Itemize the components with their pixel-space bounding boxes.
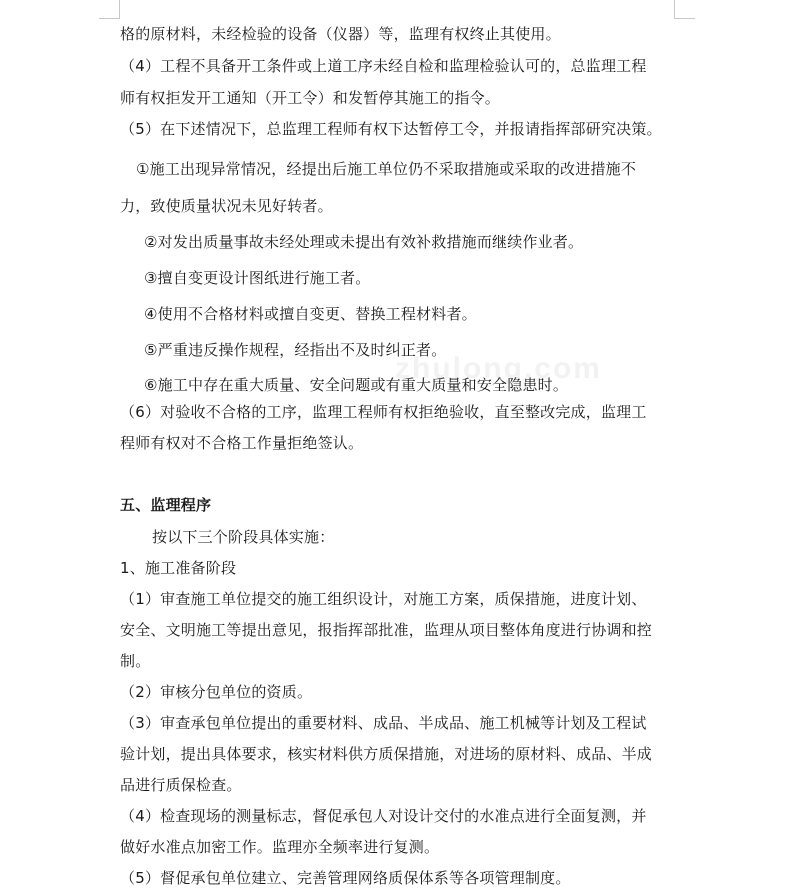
text-line: 格的原材料，未经检验的设备（仪器）等，监理有权终止其使用。 [120, 25, 561, 43]
text-line: （5）在下述情况下，总监理工程师有权下达暂停工令，并报请指挥部研究决策。 [120, 120, 662, 138]
text-line: ①施工出现异常情况，经提出后施工单位仍不采取措施或采取的改进措施不 [136, 160, 637, 178]
text-line: （4）工程不具备开工条件或上道工序未经自检和监理检验认可的，总监理工程 [120, 57, 647, 75]
text-line: （3）审查承包单位提出的重要材料、成品、半成品、施工机械等计划及工程试 [120, 714, 647, 732]
text-line: （6）对验收不合格的工序，监理工程师有权拒绝验收，直至整改完成，监理工 [120, 403, 647, 421]
text-line: 验计划，提出具体要求，核实材料供方质保措施，对进场的原材料、成品、半成 [120, 745, 653, 763]
text-line: 1、施工准备阶段 [120, 559, 237, 577]
text-line: 安全、文明施工等提出意见，报指挥部批准，监理从项目整体角度进行协调和控 [120, 621, 653, 639]
text-line: ③擅自变更设计图纸进行施工者。 [144, 269, 371, 287]
text-line: 师有权拒发开工通知（开工令）和发暂停其施工的指令。 [120, 89, 501, 107]
text-line: ②对发出质量事故未经处理或未提出有效补救措施而继续作业者。 [144, 233, 584, 251]
text-line: （4）检查现场的测量标志，督促承包人对设计交付的水准点进行全面复测，并 [120, 807, 647, 825]
text-line: 做好水准点加密工作。监理亦全频率进行复测。 [120, 838, 440, 856]
text-line: ④使用不合格材料或擅自变更、替换工程材料者。 [144, 305, 477, 323]
text-line: 按以下三个阶段具体实施： [152, 528, 335, 546]
section-heading: 五、监理程序 [120, 496, 212, 514]
text-line: （2）审核分包单位的资质。 [120, 683, 313, 701]
text-line: 程师有权对不合格工作量拒绝签认。 [120, 434, 364, 452]
text-line: （5）督促承包单位建立、完善管理网络质保体系等各项管理制度。 [120, 869, 571, 887]
text-line: 品进行质保检查。 [120, 776, 242, 794]
text-line: 力，致使质量状况未见好转者。 [120, 197, 333, 215]
text-line: （1）审查施工单位提交的施工组织设计，对施工方案，质保措施，进度计划、 [120, 590, 647, 608]
text-line: ⑥施工中存在重大质量、安全问题或有重大质量和安全隐患时。 [144, 376, 569, 394]
text-line: ⑤严重违反操作规程，经指出不及时纠正者。 [144, 341, 447, 359]
text-line: 制。 [120, 652, 151, 670]
watermark: zhulong.com [395, 352, 602, 385]
